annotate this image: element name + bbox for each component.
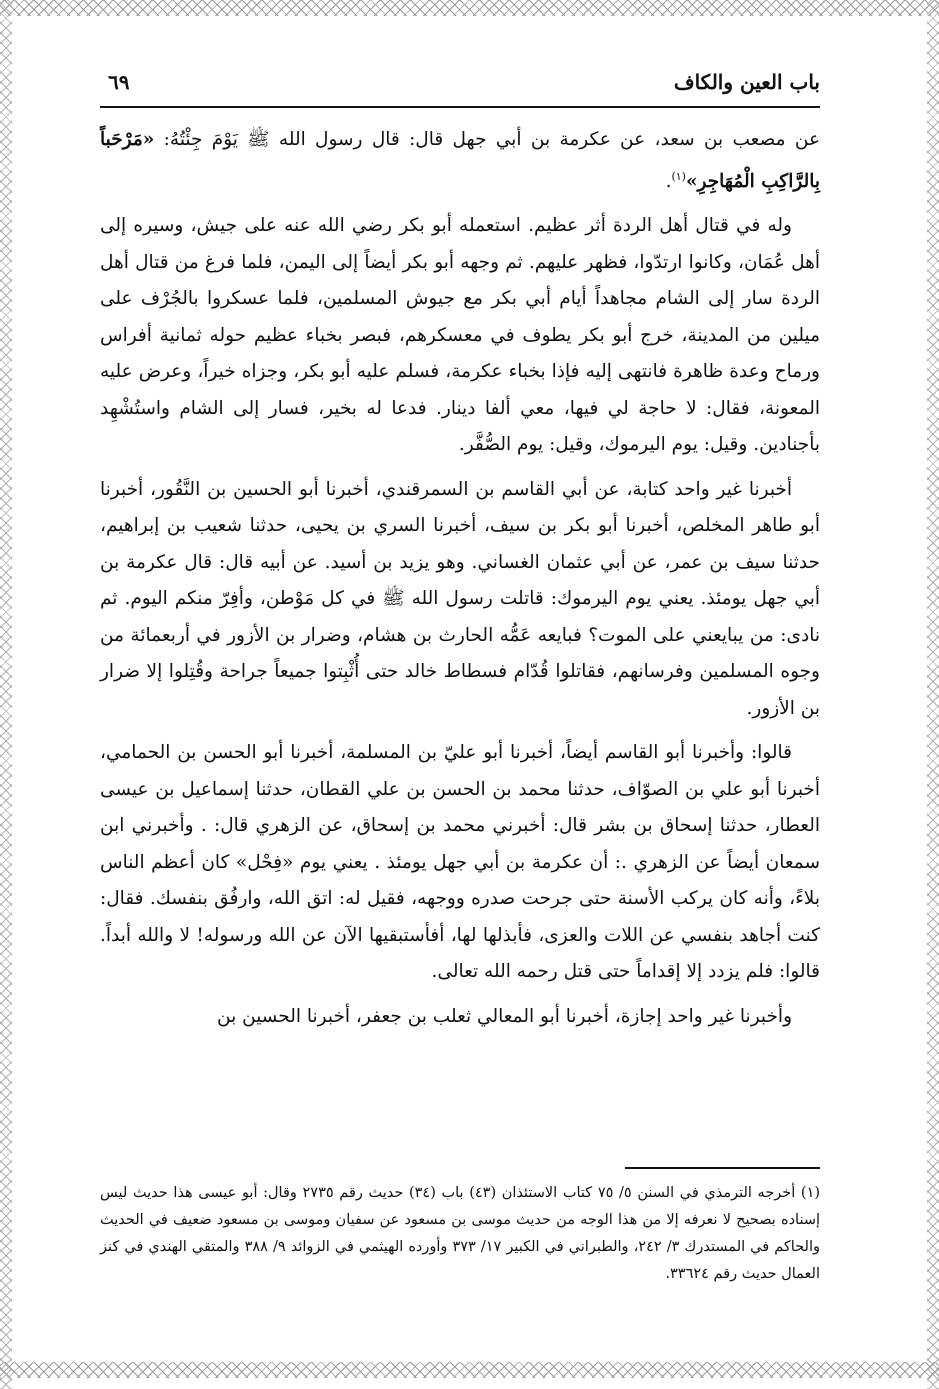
main-text <box>100 122 820 1043</box>
paragraph-hadith <box>100 122 820 200</box>
page-header <box>100 66 820 106</box>
left-ornamental-border <box>0 0 12 1389</box>
footnotes <box>100 1180 820 1288</box>
paragraph-end: . <box>665 170 672 192</box>
paragraph-text: عن مصعب بن سعد، عن عكرمة بن أبي جهل قال: قال رسول الله ﷺ يَوْمَ جِئْتُهُ: <box>154 129 820 150</box>
footnote-reference: (١) <box>671 169 686 183</box>
running-title: باب العين والكاف <box>673 70 820 94</box>
paragraph-yarmouk: أخبرنا غير واحد كتابة، عن أبي القاسم بن السمرقندي، أخبرنا أبو الحسين بن النَّقُور، أخبرنا أبو طاهر المخلص، أخبرنا أبو بكر بن سيف، أخبرنا السري بن يحيى، حدثنا شعيب بن إبراهيم، حدثنا سيف بن عمر، عن أبي عثمان الغساني. وهو يزيد بن أسيد. عن أبيه قال: قال عكرمة بن أبي جهل يومئذ. يعني يوم اليرموك: قاتلت رسول الله ﷺ في كل مَوْطن، وأفِرّ منكم اليوم. ثم نادى: من يبايعني على الموت؟ فبايعه عَمُّه الحارث بن هشام، وضرار بن الأزور في أربعمائة من وجوه المسلمين وفرسانهم، فقاتلوا قُدّام فسطاط خالد حتى أُثْبِتوا جميعاً جراحة وقُتِلوا إلا ضرار بن الأزور. <box>100 478 820 719</box>
bottom-ornamental-border <box>0 1362 939 1378</box>
top-ornamental-border <box>0 0 939 16</box>
footnote-1: (١) أخرجه الترمذي في السنن ٥/ ٧٥ كتاب الاستئذان (٤٣) باب (٣٤) حديث رقم ٢٧٣٥ وقال: أبو عيسى هذا حديث ليس إسناده بصحيح لا نعرفه إلا من هذا الوجه من حديث موسى بن مسعود عن سفيان وموسى بن مسعود ضعيف في الحديث والحاكم في المستدرك ٣/ ٢٤٢، والطبراني في الكبير ١٧/ ٣٧٣ وأورده الهيثمي في الزوائد ٩/ ٣٨٨ والمتقي الهندي في كنز العمال حديث رقم ٣٣٦٢٤. <box>100 1185 821 1282</box>
paragraph-biography: وله في قتال أهل الردة أثر عظيم. استعمله أبو بكر رضي الله عنه على جيش، وسيره إلى أهل عُمَان، وكانوا ارتدّوا، فظهر عليهم. ثم وجهه أبو بكر أيضاً إلى اليمن، فلما فرغ من قتال أهل الردة سار إلى الشام مجاهداً أيام أبي بكر مع جيوش المسلمين، فلما عسكروا بالجُرْف على ميلين من المدينة، خرج أبو بكر يطوف في معسكرهم، فبصر بخباء عظيم حوله ثمانية أفراس ورماح وعدة ظاهرة فانتهى إليه فإذا بخباء عكرمة، فسلم عليه أبو بكر، وجزاه خيراً، وعرض عليه المعونة، فقال: لا حاجة لي فيها، معي ألفا دينار. فدعا له بخير، فسار إلى الشام واستُشْهِد بأجنادين. وقيل: يوم اليرموك، وقيل: يوم الصُّفَّر. <box>100 215 820 456</box>
hadith-quote: «مَرْحَباً بِالرَّاكِبِ الْمُهَاجِرِ» <box>100 129 820 192</box>
page-number: ٦٩ <box>108 70 130 94</box>
paragraph-fihl: قالوا: وأخبرنا أبو القاسم أيضاً، أخبرنا أبو عليّ بن المسلمة، أخبرنا أبو الحسن بن الحمامي، أخبرنا أبو علي بن الصوّاف، حدثنا محمد بن الحسن بن علي القطان، حدثنا إسماعيل بن عيسى العطار، حدثنا إسحاق بن بشر قال: أخبرني محمد بن إسحاق، عن الزهري قال: . وأخبرني ابن سمعان أيضاً عن الزهري .: أن عكرمة بن أبي جهل يومئذ . يعني يوم «فِحْل» كان أعظم الناس بلاءً، وأنه كان يركب الأسنة حتى جرحت صدره ووجهه، فقيل له: اتق الله، وارفُق بنفسك. فقال: كنت أجاهد بنفسي عن اللات والعزى، فأبذلها لها، أفأستبقيها الآن عن الله ورسوله! لا والله أبداً. قالوا: فلم يزدد إلا إقداماً حتى قتل رحمه الله تعالى. <box>100 742 820 983</box>
right-ornamental-border <box>927 0 939 1389</box>
paragraph-continuation: وأخبرنا غير واحد إجازة، أخبرنا أبو المعالي ثعلب بن جعفر، أخبرنا الحسين بن <box>217 1005 792 1027</box>
header-rule <box>100 106 820 108</box>
footnote-rule <box>625 1167 820 1169</box>
